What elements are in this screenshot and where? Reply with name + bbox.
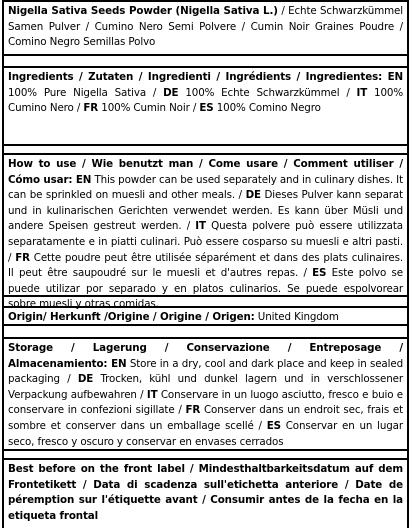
- how-to-use-text-fr: Cette poudre peut être utilisée séparément et dans des plats culinaires. Il peut être saupoudré sur le muesli et d'autres repas. /: [8, 251, 403, 280]
- how-to-use-text-es: Este polvo se puede utilizar por separado y en platos culinarios. Se puede espolvorear sobre muesli y otras comidas.: [8, 267, 403, 311]
- origin-section: [4, 306, 407, 326]
- storage-code-de: DE: [77, 373, 94, 386]
- best-before-section: [4, 458, 407, 530]
- storage-text-de: Trocken, kühl und dunkel lagern und in verschlossener Verpackung aufbewahren /: [8, 373, 403, 401]
- how-to-use-text-en: This powder can be used separately and in culinary dishes. It can be sprinkled on muesli and other meals. /: [8, 173, 403, 202]
- origin-value: United Kingdom: [254, 311, 339, 323]
- ingredients-text-en: 100% Pure Nigella Sativa /: [8, 86, 164, 99]
- storage-text-it: Conservare in un luogo asciutto, fresco e buio e conservare in confezioni sigillate /: [8, 388, 403, 417]
- ingredients-code-de: DE: [163, 86, 179, 99]
- product-name-heading: Nigella Sativa Seeds Powder (Nigella Sativa L.): [8, 5, 278, 17]
- ingredients-text-es: 100% Comino Negro: [213, 102, 321, 115]
- storage-text-en: Store in a dry, cool and dark place and keep in sealed packaging /: [8, 357, 403, 386]
- how-to-use-heading: How to use / Wie benutzt man / Come usare / Comment utiliser / Cómo usar: EN: [8, 158, 403, 186]
- storage-heading: Storage / Lagerung / Conservazione / Entreposage / Almacenamiento: EN: [8, 342, 403, 370]
- storage-text-fr: Conserver dans un endroit sec, frais et sombre et conserver dans un emballage scellé /: [8, 404, 404, 432]
- how-to-use-code-de: DE: [245, 189, 261, 202]
- ingredients-text-fr: 100% Cumin Noir /: [98, 102, 200, 115]
- how-to-use-text-de: Dieses Pulver kann separat und in kulinarischen Gerichten verwendet werden. Es kann über Müsli und andere Speisen gestreut werden. /: [8, 189, 403, 233]
- ingredients-text-de: 100% Echte Schwarzkümmel /: [178, 86, 357, 99]
- how-to-use-section: [4, 153, 407, 311]
- ingredients-heading: Ingredients / Zutaten / Ingredienti / Ingrédients / Ingredientes: EN: [8, 71, 403, 83]
- storage-code-es: ES: [266, 419, 281, 432]
- storage-code-it: IT: [146, 388, 158, 401]
- how-to-use-code-fr: FR: [15, 251, 30, 264]
- ingredients-code-fr: FR: [83, 102, 99, 115]
- how-to-use-text-it: Questa polvere può essere utilizzata separatamente e in piatti culinari. Può essere cosparso su muesli e altri pasti. /: [8, 220, 403, 264]
- product-name-section: [4, 0, 407, 56]
- ingredients-text-it: 100% Cumino Nero /: [8, 86, 403, 115]
- storage-section: [4, 337, 407, 451]
- how-to-use-code-es: ES: [312, 267, 327, 280]
- ingredients-section: [4, 66, 407, 146]
- how-to-use-code-it: IT: [195, 220, 206, 233]
- ingredients-code-es: ES: [199, 102, 214, 115]
- best-before-heading: Best before on the front label / Mindesthaltbarkeitsdatum auf dem Frontetikett / Data di scadenza sull'etichetta anteriore / Date de péremption sur l'étiquette avant / Consumir antes de la fecha en la etiqueta frontal: [8, 463, 403, 522]
- ingredients-code-it: IT: [356, 86, 368, 99]
- storage-text-es: Conservar en un lugar seco, fresco y oscuro y conservar en envases cerrados: [8, 419, 403, 448]
- storage-code-fr: FR: [185, 404, 201, 417]
- product-name-translations: / Echte Schwarzkümmel Samen Pulver / Cumino Nero Semi Polvere / Cumin Noir Graines Poudre / Comino Negro Semillas Polvo: [8, 5, 403, 49]
- origin-heading: Origin/ Herkunft /Origine / Origine / Origen:: [8, 311, 255, 323]
- product-label-sheet: [2, 0, 409, 528]
